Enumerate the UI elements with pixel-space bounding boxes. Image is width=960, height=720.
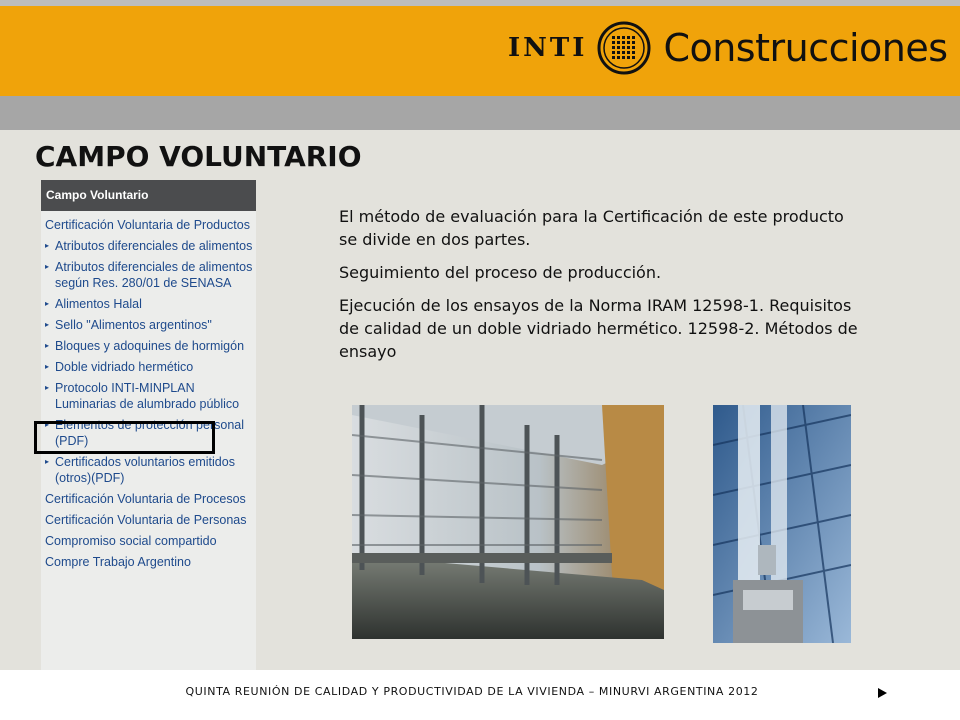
sidebar-item-atributos-senasa[interactable] bbox=[45, 259, 256, 291]
sidebar-item-label: Certificados voluntarios emitidos (otros)(PDF) bbox=[55, 455, 235, 485]
page-title: CAMPO VOLUNTARIO bbox=[35, 140, 362, 173]
footer-text: QUINTA REUNIÓN DE CALIDAD Y PRODUCTIVIDAD DE LA VIVIENDA – MINURVI ARGENTINA 2012 bbox=[185, 685, 759, 698]
paragraph-ensayos: Ejecución de los ensayos de la Norma IRAM 12598-1. Requisitos de calidad de un doble vidriado hermético. 12598-2. Métodos de ensayo bbox=[339, 296, 858, 361]
sidebar-item-label: Sello "Alimentos argentinos" bbox=[55, 318, 212, 332]
sidebar-item-label: Compromiso social compartido bbox=[45, 534, 217, 548]
sidebar-item-compre[interactable] bbox=[45, 554, 256, 570]
logo-inti-text: INTI bbox=[508, 33, 588, 63]
sidebar-item-label: Compre Trabajo Argentino bbox=[45, 555, 191, 569]
bullet-icon: ▸ bbox=[45, 241, 50, 250]
sidebar-item-label: Doble vidriado hermético bbox=[55, 360, 194, 374]
sidebar-item-label: Certificación Voluntaria de Productos bbox=[45, 218, 250, 232]
body-text bbox=[339, 205, 859, 373]
sidebar-item-personas[interactable] bbox=[45, 512, 256, 528]
bullet-icon: ▸ bbox=[45, 383, 50, 392]
sidebar-item-label: Protocolo INTI-MINPLAN Luminarias de alumbrado público bbox=[55, 381, 240, 411]
sidebar-item-luminarias[interactable] bbox=[45, 380, 256, 412]
sidebar-item-certificados[interactable] bbox=[45, 454, 256, 486]
inti-logo bbox=[508, 18, 948, 78]
sidebar-item-procesos[interactable] bbox=[45, 491, 256, 507]
sidebar-item-productos[interactable] bbox=[45, 217, 256, 233]
inti-grid-icon bbox=[597, 21, 651, 75]
sidebar-item-label: Certificación Voluntaria de Procesos bbox=[45, 492, 246, 506]
sidebar-item-label: Alimentos Halal bbox=[55, 297, 142, 311]
sidebar-item-doble-vidriado[interactable] bbox=[45, 359, 256, 375]
sidebar-item-label: Elementos de protección personal (PDF) bbox=[55, 418, 245, 448]
paragraph-seguimiento: Seguimiento del proceso de producción. bbox=[339, 263, 662, 282]
grey-band bbox=[0, 96, 960, 130]
bullet-icon: ▸ bbox=[45, 420, 50, 429]
bullet-icon: ▸ bbox=[45, 299, 50, 308]
sidebar-item-label: Atributos diferenciales de alimentos según Res. 280/01 de SENASA bbox=[55, 260, 253, 290]
bullet-icon: ▸ bbox=[45, 262, 50, 271]
sidebar-item-bloques[interactable] bbox=[45, 338, 256, 354]
logo-construcciones-text: Construcciones bbox=[663, 26, 948, 70]
sidebar-item-label: Certificación Voluntaria de Personas bbox=[45, 513, 247, 527]
photo-double-glazing-profile bbox=[713, 405, 851, 643]
bullet-icon: ▸ bbox=[45, 320, 50, 329]
sidebar-item-atributos[interactable] bbox=[45, 238, 256, 254]
sidebar-header: Campo Voluntario bbox=[41, 180, 256, 211]
sidebar-item-halal[interactable] bbox=[45, 296, 256, 312]
sidebar-item-label: Bloques y adoquines de hormigón bbox=[55, 339, 245, 353]
footer-caption bbox=[0, 685, 960, 698]
bullet-icon: ▸ bbox=[45, 457, 50, 466]
next-slide-icon[interactable] bbox=[878, 688, 887, 698]
bullet-icon: ▸ bbox=[45, 362, 50, 371]
selection-highlight-box bbox=[34, 421, 215, 454]
sidebar-item-label: Atributos diferenciales de alimentos bbox=[55, 239, 253, 253]
photo-glazed-corridor bbox=[352, 405, 664, 639]
sidebar-item-compromiso[interactable] bbox=[45, 533, 256, 549]
bullet-icon: ▸ bbox=[45, 341, 50, 350]
paragraph-method: El método de evaluación para la Certificación de este producto se divide en dos partes. bbox=[339, 207, 844, 249]
sidebar-list bbox=[41, 211, 256, 570]
sidebar-item-sello[interactable] bbox=[45, 317, 256, 333]
